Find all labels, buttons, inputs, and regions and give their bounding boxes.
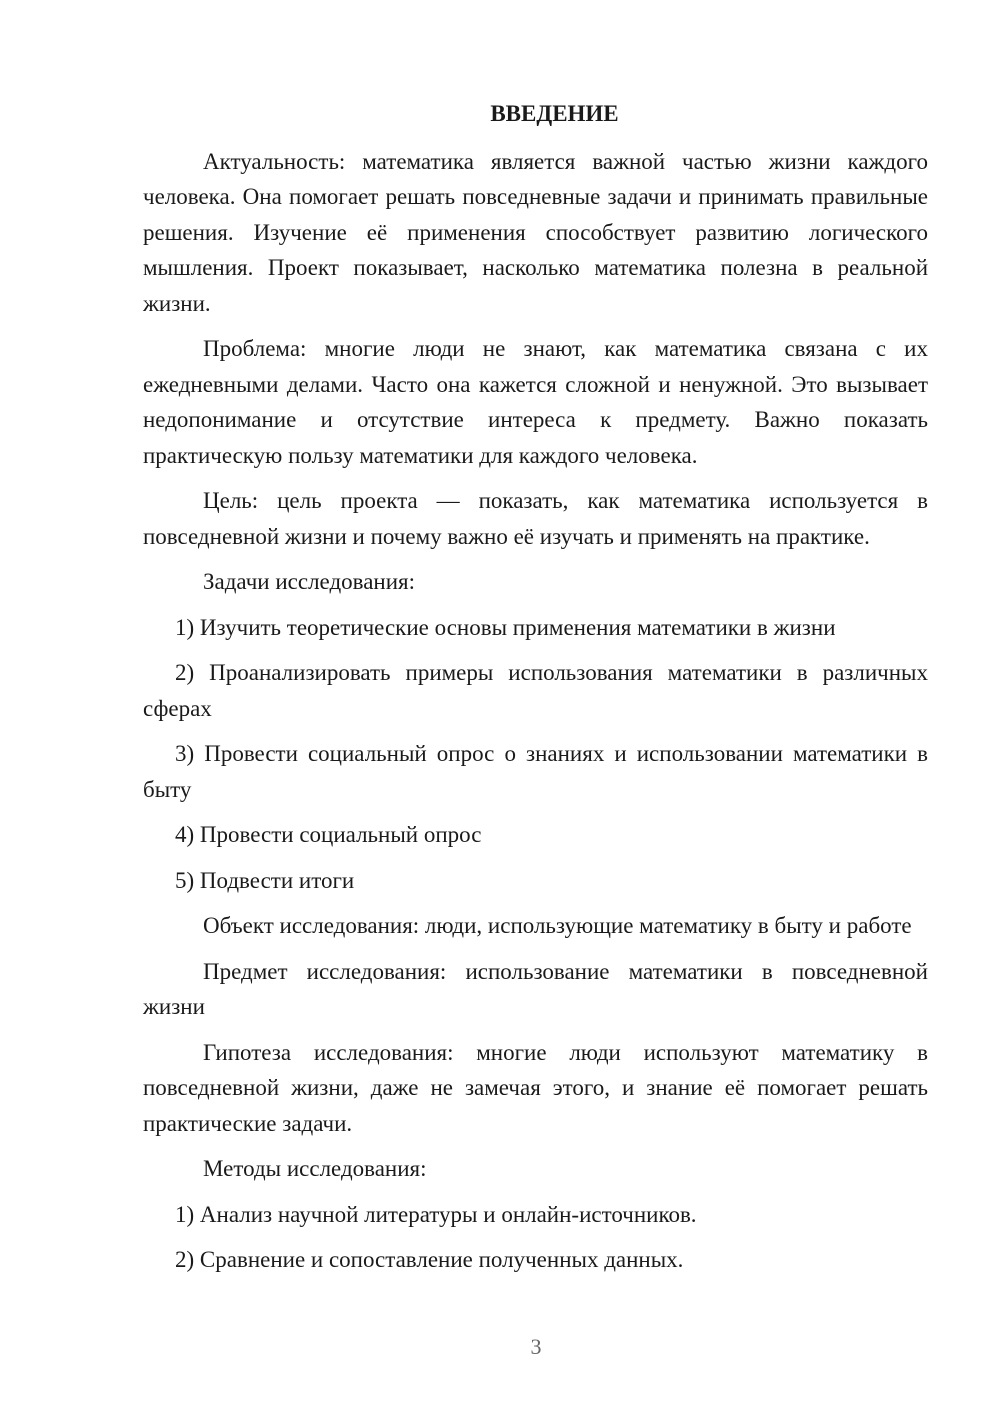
- method-item: 2) Сравнение и сопоставление полученных данных.: [175, 1247, 684, 1272]
- hypothesis-paragraph: Гипотеза исследования: многие люди используют математику в повседневной жизни, даже не замечая этого, и знание её помогает решать практические задачи.: [143, 1039, 928, 1136]
- task-item: 3) Провести социальный опрос о знаниях и использовании математики в быту: [143, 741, 928, 802]
- tasks-label: Задачи исследования:: [203, 569, 416, 594]
- task-item: 1) Изучить теоретические основы применения математики в жизни: [175, 614, 836, 640]
- method-item: 1) Анализ научной литературы и онлайн-источников.: [175, 1201, 697, 1227]
- goal-paragraph: Цель: цель проекта — показать, как математика используется в повседневной жизни и почему важно её изучать и применять на практике.: [143, 488, 928, 549]
- subject-paragraph: Предмет исследования: использование математики в повседневной жизни: [143, 958, 928, 1019]
- task-item: 5) Подвести итоги: [175, 867, 355, 893]
- section-heading: ВВЕДЕНИЕ: [490, 101, 619, 126]
- object-paragraph: Объект исследования: люди, использующие математику в быту и работе: [203, 913, 912, 938]
- page-number: 3: [530, 1334, 542, 1359]
- task-item: 4) Провести социальный опрос: [175, 822, 482, 847]
- task-item: 2) Проанализировать примеры использования математики в различных сферах: [143, 660, 928, 721]
- relevance-paragraph: Актуальность: математика является важной частью жизни каждого человека. Она помогает решать повседневные задачи и принимать правильные решения. Изучение её применения способствует развитию логического мышления. Проект показывает, насколько математика полезна в реальной жизни.: [143, 148, 928, 316]
- methods-label: Методы исследования:: [203, 1156, 427, 1181]
- problem-paragraph: Проблема: многие люди не знают, как математика связана с их ежедневными делами. Часто она кажется сложной и ненужной. Это вызывает недопонимание и отсутствие интереса к предмету. Важно показать практическую пользу математики для каждого человека.: [143, 336, 928, 468]
